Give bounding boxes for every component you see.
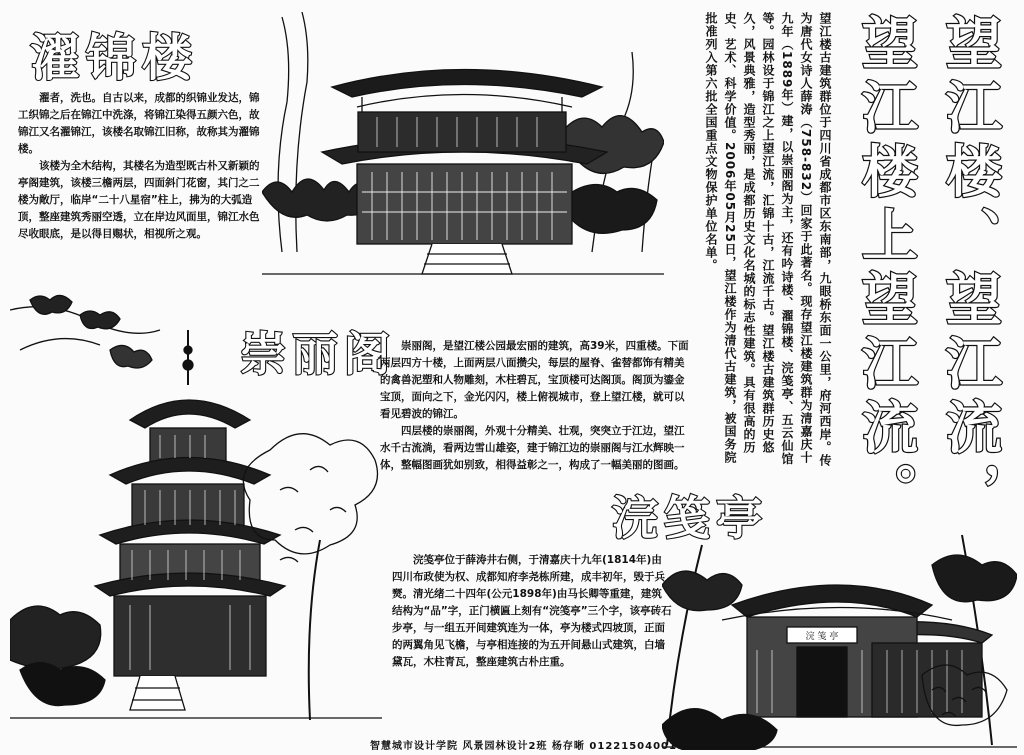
wangjiang-text: 望江楼古建筑群位于四川省成都市区东南部，九眼桥东面一公里，府河西岸。传为唐代女诗人薛涛（758-832）回家于此著名。现存望江楼建筑群为清嘉庆十九年（1889年）建，以崇丽阁为主，还有吟诗楼、濯锦楼、浣笺亭、五云仙馆等。园林设于锦江之上望江流，汇锦十古，江流千古。望江楼古建筑群历史悠久，风景典雅，造型秀丽，是成都历史文化名城的标志性建筑。具有很高的历史、艺术、科学价值。2006年05月25日，望江楼作为清代古建筑，被国务院批准列入第六批全国重点文物保护单位名单。 [704,12,832,467]
chongli-paragraph: 四层楼的崇丽阁，外观十分精美、壮观，突突立于江边，望江水千古流淌，看两边雪山雄姿，建于锦江边的崇丽阁与江水辉映一体，整幅图画犹如别致，相得益彰之一，构成了一幅美丽的图画。 [380,425,685,471]
chongli-title: 崇丽阁 [240,327,396,381]
wangjiang-title: 望江楼、望江流，望江楼上望江流。 [853,14,1003,526]
author-credit: 智慧城市设计学院 风景园林设计2班 杨存晰 012215040015 [370,741,685,752]
huanjian-title: 浣笺亭 [612,491,768,545]
zhuojin-pavilion-drawing [262,12,664,282]
chongli-paragraph: 崇丽阁，是望江楼公园最宏丽的建筑，高39米，四重楼。下面两层四方十楼，上面两层八面攒尖，每层的屋脊、雀替都饰有精美的禽兽泥塑和人物雕刻，木柱碧瓦，宝顶楼可达阁顶。阁顶为鎏金宝顶，面向之下，金光闪闪，楼上俯视城市，登上望江楼，就可以看见碧波的锦江。 [380,340,689,420]
huanjian-text [392,552,672,671]
zhuojin-title: 濯锦楼 [30,28,198,87]
zhuojin-paragraph: 濯者，洗也。自古以来，成都的织锦业发达，锦工织锦之后在锦江中洗涤，将锦江染得五颜六色，故锦江又名濯锦江，该楼名取锦江旧称，故称其为濯锦楼。 [18,92,260,155]
zhuojin-paragraph: 该楼为全木结构，其楼名为造型既古朴又新颖的亭阁建筑，该楼三檐两层，四面斜门花窗，其门之二楼为敞厅，临岸“二十八星宿”柱上，拂为的大弧造顶，整座建筑秀丽空透，立在岸边风面里，锦江水色尽收眼底，是以得目赐状，相视所之观。 [18,160,260,240]
svg-text:浣 笺 亭: 浣 笺 亭 [805,632,839,642]
zhuojin-text [18,90,260,243]
huanjian-pavilion-drawing [662,525,1017,750]
huanjian-paragraph: 浣笺亭位于薛涛井右侧，于清嘉庆十九年(1814年)由四川布政使为权、成都知府李尧栋所建，成丰初年，毁于兵燹。清光绪二十四年(公元1898年)由马长卿等重建，建筑结构为“品”字，正门横匾上刻有“浣笺亭”三个字，该亭砖石步亭，与一组五开间建筑连为一体，亭为楼式四坡顶，正面的两翼角见飞檐，与亭相连接的为五开间悬山式建筑，白墙黛瓦，木柱青瓦，整座建筑古朴庄重。 [392,554,672,668]
chongli-text [380,338,690,474]
